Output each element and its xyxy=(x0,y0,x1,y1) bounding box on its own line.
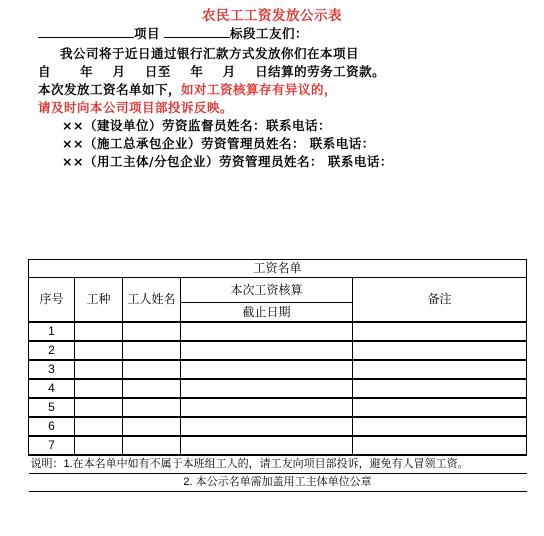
note-line-2: 2. 本公示名单需加盖用工主体单位公章 xyxy=(29,474,527,492)
complaint-instruction: 请及时向本公司项目部投诉反映。 xyxy=(38,100,234,115)
table-row xyxy=(29,379,527,398)
notice-title: 农民工工资发放公示表 xyxy=(202,8,342,24)
table-row xyxy=(29,398,527,417)
table-caption: 工资名单 xyxy=(29,260,527,278)
row-number: 5 xyxy=(29,398,75,417)
table-row xyxy=(29,436,527,455)
table-row xyxy=(29,417,527,436)
dispute-warning: 如对工资核算存有异议的， xyxy=(181,82,338,97)
header-seq: 序号 xyxy=(29,278,75,323)
table-row xyxy=(29,322,527,341)
header-remark: 备注 xyxy=(353,278,527,323)
row-number: 2 xyxy=(29,341,75,360)
greeting-line xyxy=(38,24,308,42)
section-blank xyxy=(164,25,230,38)
header-name: 工人姓名 xyxy=(123,278,181,323)
table-row xyxy=(29,341,527,360)
wage-list-table xyxy=(28,259,526,492)
row-number: 1 xyxy=(29,322,75,341)
row-number: 6 xyxy=(29,417,75,436)
contact-subcontractor: ××（用工主体/分包企业）劳资管理员姓名： 联系电话： xyxy=(62,154,393,169)
note-line-1: 说明：1.在本名单中如有不属于本班组工人的，请工友向项目部投诉，避免有人冒领工资。 xyxy=(29,455,527,474)
paragraph-line-2: 自 年 月 日至 年 月 日结算的劳务工资款。 xyxy=(38,64,386,79)
paragraph-line-3-text: 本次发放工资名单如下， xyxy=(38,82,182,97)
header-deadline: 截止日期 xyxy=(181,303,353,323)
table-row xyxy=(29,360,527,379)
row-number: 4 xyxy=(29,379,75,398)
contact-general-contractor: ××（施工总承包企业）劳资管理员姓名： 联系电话： xyxy=(62,136,375,151)
project-suffix: 项目 xyxy=(134,26,161,41)
project-blank xyxy=(38,25,134,38)
header-job: 工种 xyxy=(75,278,123,323)
row-number: 3 xyxy=(29,360,75,379)
section-suffix: 标段工友们： xyxy=(230,26,309,41)
contact-construction-unit: ××（建设单位）劳资监督员姓名：联系电话： xyxy=(62,118,331,133)
paragraph-line-1: 我公司将于近日通过银行汇款方式发放你们在本项目 xyxy=(60,46,360,61)
paragraph-line-3 xyxy=(38,80,337,98)
row-number: 7 xyxy=(29,436,75,455)
header-amount: 本次工资核算 xyxy=(181,278,353,303)
